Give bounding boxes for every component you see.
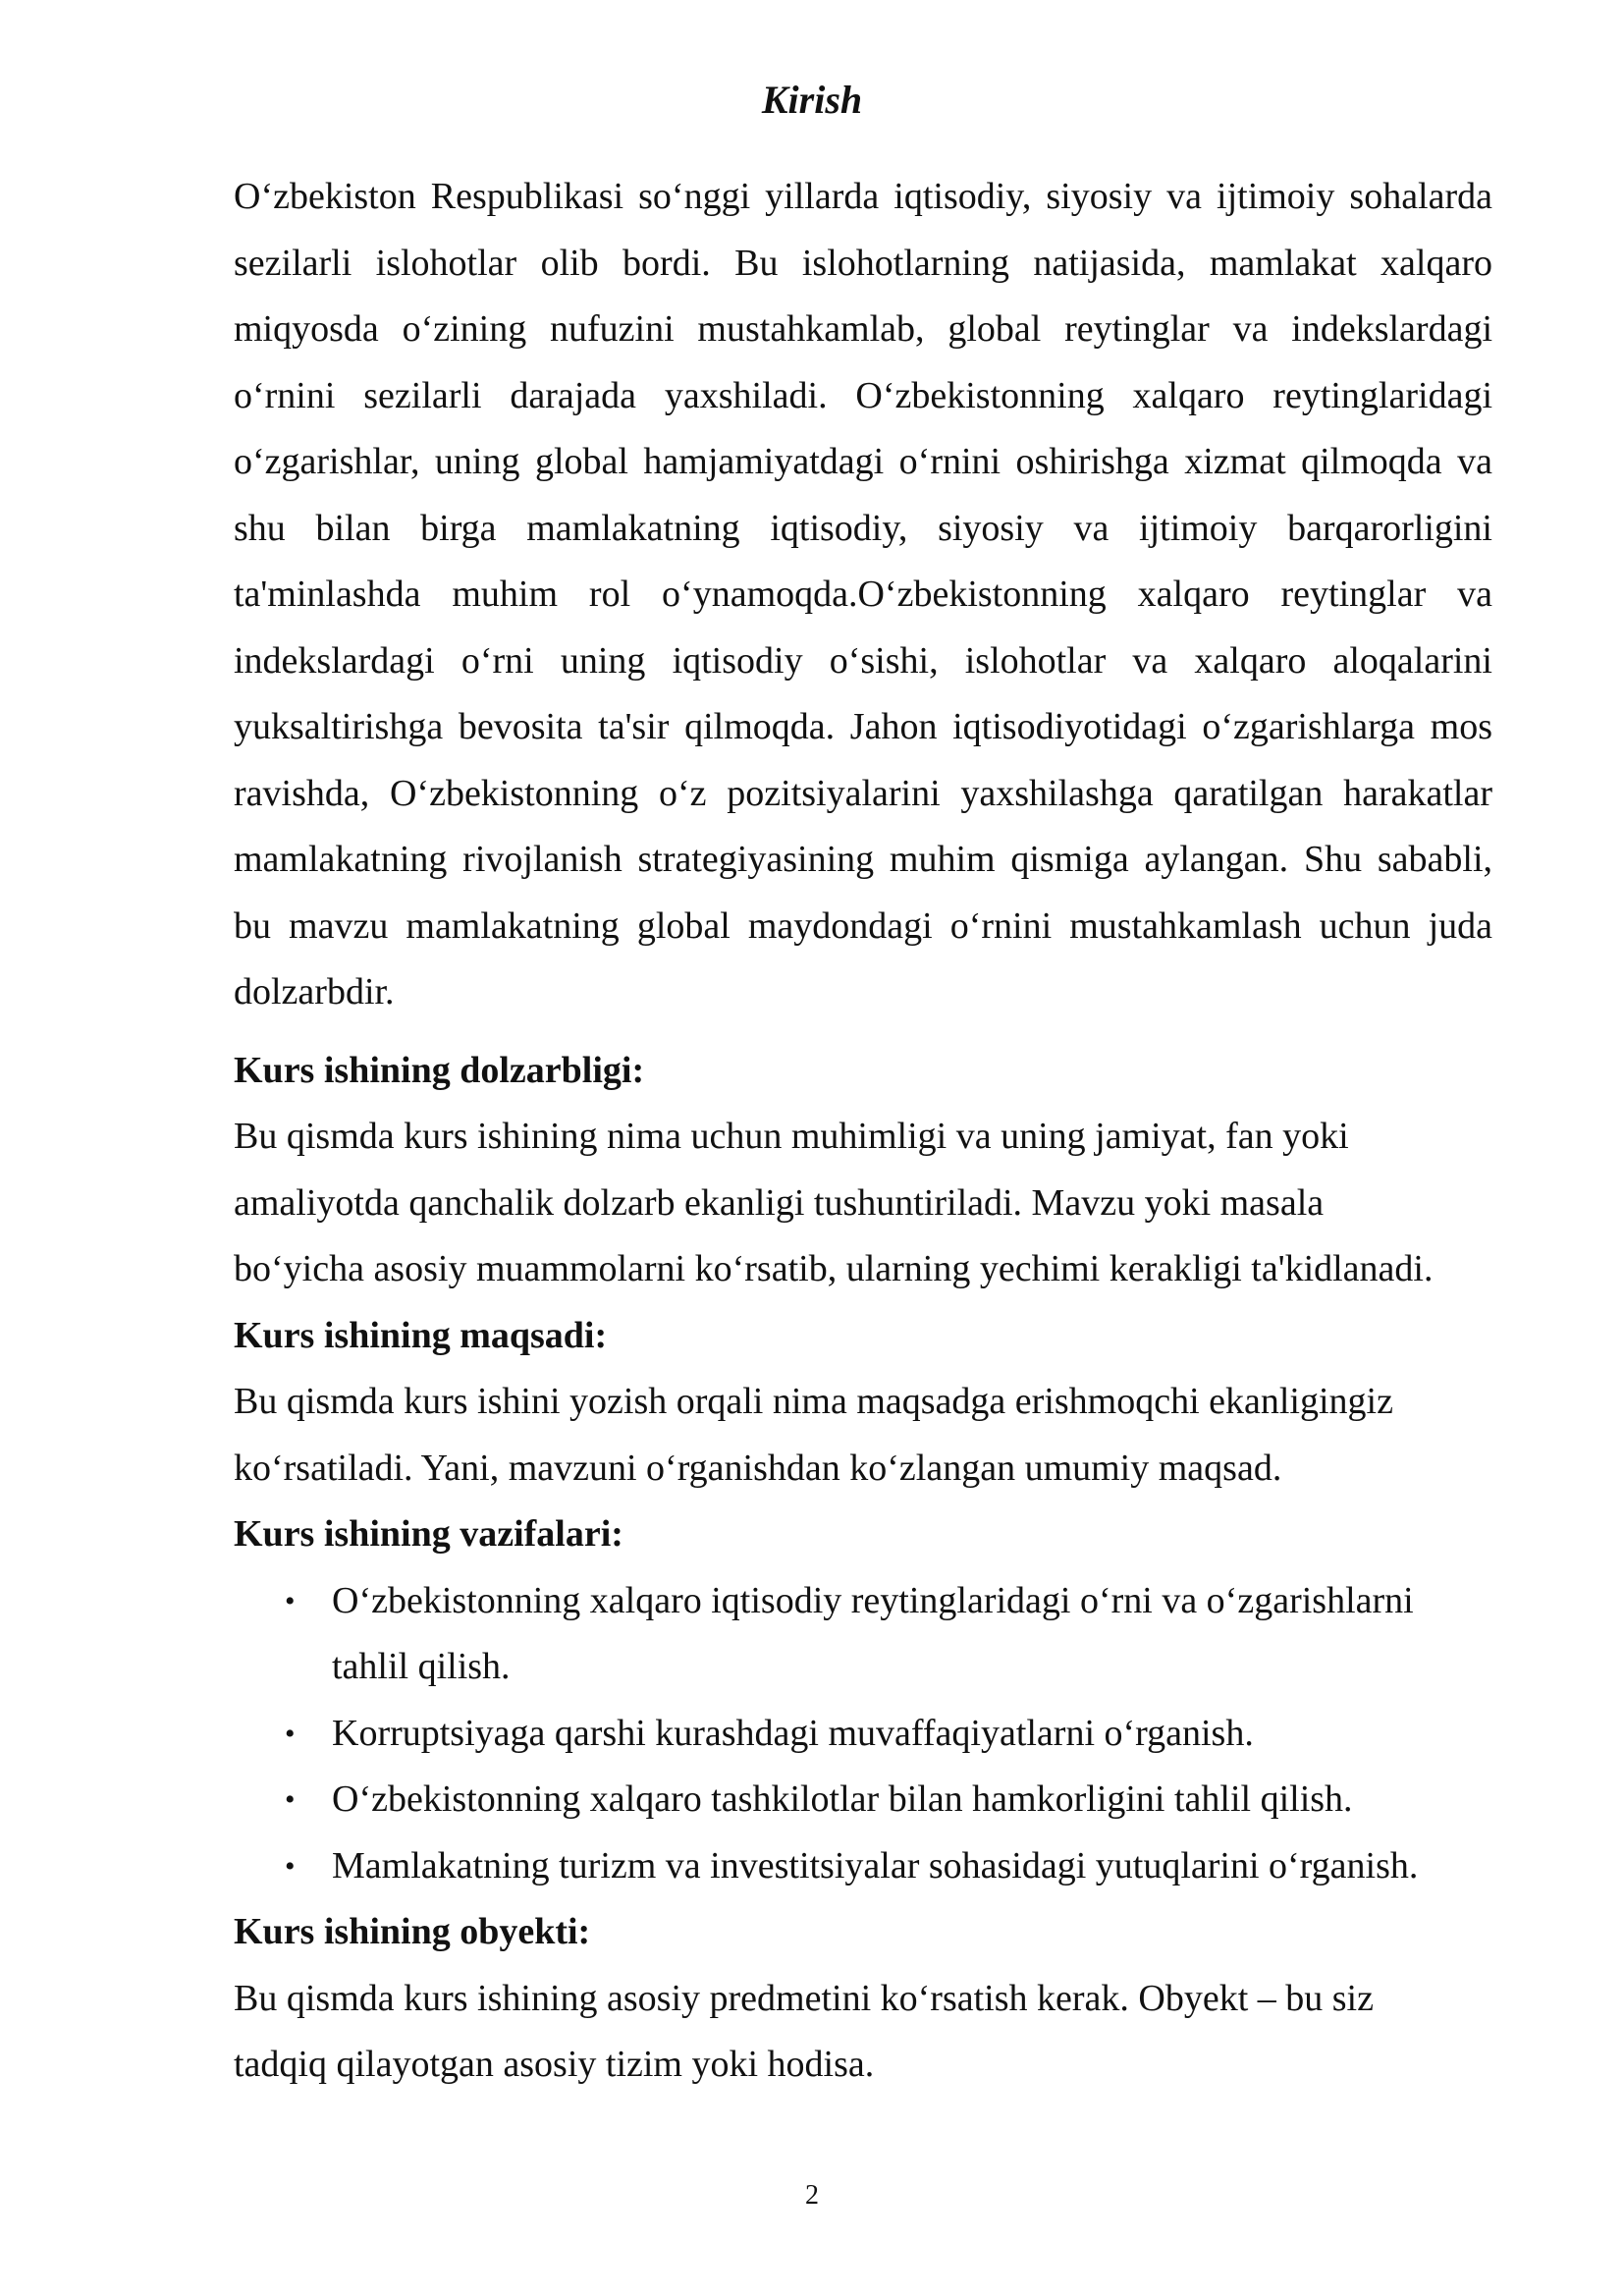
list-item xyxy=(234,1833,1492,1900)
bullet-icon: • xyxy=(285,1783,296,1816)
page-title: Kirish xyxy=(761,78,863,122)
list-item-text: O‘zbekistonning xalqaro tashkilotlar bilan hamkorligini tahlil qilish. xyxy=(332,1778,1353,1820)
bullet-icon: • xyxy=(285,1717,296,1750)
list-item xyxy=(234,1568,1492,1701)
task-list xyxy=(234,1568,1492,1900)
page-content xyxy=(234,164,1492,2099)
list-item-text: O‘zbekistonning xalqaro iqtisodiy reytinglaridagi o‘rni va o‘zgarishlarni tahlil qilish. xyxy=(332,1579,1414,1687)
list-item xyxy=(234,1701,1492,1768)
heading-vazifalari: Kurs ishining vazifalari: xyxy=(234,1513,623,1555)
list-item xyxy=(234,1767,1492,1833)
heading-obyekti: Kurs ishining obyekti: xyxy=(234,1911,591,1952)
list-item-text: Mamlakatning turizm va investitsiyalar sohasidagi yutuqlarini o‘rganish. xyxy=(332,1844,1419,1886)
paragraph-dolzarbligi: Bu qismda kurs ishining nima uchun muhimligi va uning jamiyat, fan yoki amaliyotda qanchalik dolzarb ekanligi tushuntiriladi. Mavzu yoki masala bo‘yicha asosiy muammolarni ko‘rsatib, ularning yechimi kerakligi ta'kidlanadi. xyxy=(234,1116,1434,1289)
paragraph-maqsadi: Bu qismda kurs ishini yozish orqali nima maqsadga erishmoqchi ekanligingiz ko‘rsatiladi. Yani, mavzuni o‘rganishdan ko‘zlangan umumiy maqsad. xyxy=(234,1381,1393,1489)
heading-dolzarbligi: Kurs ishining dolzarbligi: xyxy=(234,1049,645,1091)
heading-maqsadi: Kurs ishining maqsadi: xyxy=(234,1314,608,1356)
bullet-icon: • xyxy=(285,1849,296,1883)
list-item-text: Korruptsiyaga qarshi kurashdagi muvaffaqiyatlarni o‘rganish. xyxy=(332,1712,1254,1754)
page-number: 2 xyxy=(805,2180,819,2211)
bullet-icon: • xyxy=(285,1584,296,1617)
paragraph-obyekti: Bu qismda kurs ishining asosiy predmetini ko‘rsatish kerak. Obyekt – bu siz tadqiq qilayotgan asosiy tizim yoki hodisa. xyxy=(234,1977,1374,2085)
intro-paragraph: O‘zbekiston Respublikasi so‘nggi yillarda iqtisodiy, siyosiy va ijtimoiy sohalarda sezilarli islohotlar olib bordi. Bu islohotlarning natijasida, mamlakat xalqaro miqyosda o‘zining nufuzini mustahkamlab, global reytinglar va indekslardagi o‘rnini sezilarli darajada yaxshiladi. O‘zbekistonning xalqaro reytinglaridagi o‘zgarishlar, uning global hamjamiyatdagi o‘rnini oshirishga xizmat qilmoqda va shu bilan birga mamlakatning iqtisodiy, siyosiy va ijtimoiy barqarorligini ta'minlashda muhim rol o‘ynamoqda.O‘zbekistonning xalqaro reytinglar va indekslardagi o‘rni uning iqtisodiy o‘sishi, islohotlar va xalqaro aloqalarini yuksaltirishga bevosita ta'sir qilmoqda. Jahon iqtisodiyotidagi o‘zgarishlarga mos ravishda, O‘zbekistonning o‘z pozitsiyalarini yaxshilashga qaratilgan harakatlar mamlakatning rivojlanish strategiyasining muhim qismiga aylangan. Shu sababli, bu mavzu mamlakatning global maydondagi o‘rnini mustahkamlash uchun juda dolzarbdir. xyxy=(234,176,1492,1012)
